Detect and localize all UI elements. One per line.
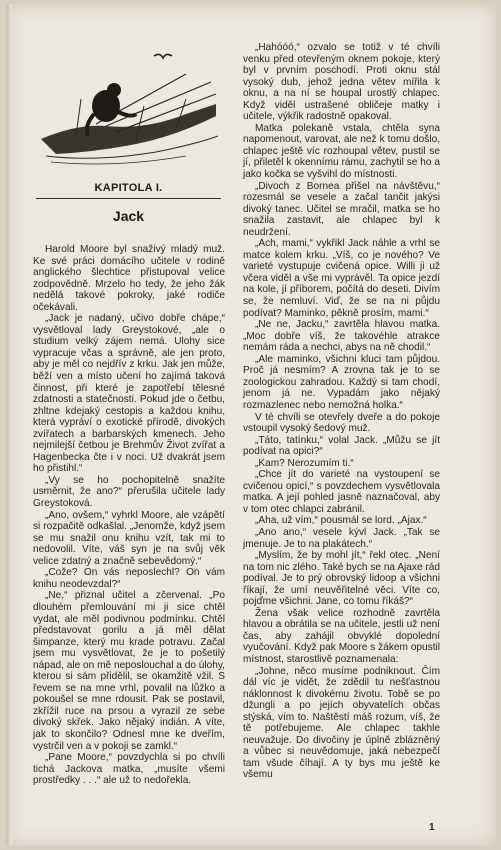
- paragraph: Matka polekaně vstala, chtěla syna napomenout, varovat, ale než k tomu došlo, chlapec ještě víc rozhoupal větev, pustil se jí, přiletěl k okennímu rámu, zachytil se ho a jako kočka se vyšvihl do místnosti.: [243, 122, 440, 181]
- paragraph: Harold Moore byl snaživý mladý muž. Ke své práci domácího učitele v rodině anglického šlechtice přistupoval velice zodpovědně. Mrzelo ho tedy, že jeho žák nedělá takové pokroky, jaké rodiče očekávali.: [33, 244, 225, 313]
- paragraph: „Táto, tatínku,“ volal Jack. „Můžu se jít podívat na opici?“: [243, 434, 440, 458]
- book-page: [6, 4, 496, 846]
- paragraph: „Ne ne, Jacku,“ zavrtěla hlavou matka. „Moc dobře víš, že takovéhle atrakce nemám ráda a nechci, abys na ně chodil.“: [243, 319, 440, 354]
- paragraph: „Kam? Nerozumím ti.“: [255, 457, 354, 469]
- paragraph: „Hahóóó,“ ozvalo se totiž v té chvíli venku před otevřeným oknem pokoje, který byl v prvním poschodí. Proti oknu stál vysoký dub, jehož jedna větev mířila k oknu, a na ní se houpal urostlý chlapec. Když viděl ustrašené obličeje matky i učitele, výkřik radostně opakoval.: [243, 42, 440, 123]
- chapter-rule: [36, 198, 221, 199]
- paragraph: „Ano ano,“ vesele kývl Jack. „Tak se jmenuje. Je to na plakátech.“: [243, 526, 440, 550]
- paragraph: „Jack je nadaný, učivo dobře chápe,“ vysvětloval lady Greystokové, „ale o studium velký zájem nemá. Ulohy sice vypracuje včas a správně, ale jen proto, aby je měl co nejdřív z krku. Jak jen může, běží ven a místo učení ho zajímá taková činnost, při které je zapotřebí tělesné zdatnosti a statečnosti. Pokud jde o četbu, zhltne kdejaký cestopis a každou knihu, která vypráví o exotické přírodě, divokých zvířatech a barbarských kmenech. Jeho nejmilejší četbou je Brehmův Život zvířat a Hagenbecka čte i v noci. Už dvakrát jsem ho přistihl.“: [33, 313, 225, 475]
- paragraph: „Divoch z Bornea přišel na návštěvu,“ rozesmál se vesele a začal tančit jakýsi divoký tanec. Učitel se mračil, matka se ho snažila zastavit, ale chlapec byl k neudržení.: [243, 180, 440, 238]
- paragraph: „Ano, ovšem,“ vyhrkl Moore, ale vzápětí si rozpačitě odkašlal. „Jenomže, když jsem se mu snažil onu knihu vzít, tak mi to nedovolil. Víte, váš syn je na svůj věk velice zdatný a značně sebevědomý.“: [33, 509, 225, 567]
- paragraph: „Ne,“ přiznal učitel a zčervenal. „Po dlouhém přemlouvání mi ji sice chtěl vydat, ale měl podivnou podmínku. Chtěl představovat gorilu a já měl dělat šimpanze, který mu krade potravu. Začal jsem mu vysvětlovat, že je to pošetilý nápad, ale on mě neposlouchal a do úlohy, kterou si sám přidělil, se okamžitě vžil. S řevem se na mne vrhl, povalil na lůžko a pokoušel se mne rdousit. Pak se postavil, zkřížil ruce na prsou a vyrazil ze sebe divoký skřek. Jako nějaký indián. A víte, jak to skončilo? Odnesl mne ke dveřím, vystrčil ven a v pokoji se zamkl.“: [33, 590, 225, 752]
- paragraph: „Ale maminko, všichni kluci tam půjdou. Proč já nesmím? A zrovna tak je to se zoologickou zahradou. Každý si tam chodí, jenom já ne. Vypadám jako nějaký rozmazlenec nebo nemožná holka.“: [243, 353, 440, 411]
- paragraph: „Johne, něco musíme podniknout. Čím dál víc je vidět, že zdědil tu nešťastnou náklonnost k divokému životu. Tobě se po džungli a po jejích obyvatelích občas stýská, vím to. Naštěstí máš rozum, víš, že tě potřebujeme. Ale chlapec takhle neuvažuje. Do divočiny je úplně zblázněný a vůbec si neuvědomuje, jaká nebezpečí tam všude číhají. A ty bys mu ještě ke všemu: [243, 665, 440, 781]
- paragraph: „Chce jít do varieté na vystoupení se cvičenou opicí,“ s povzdechem vysvětlovala matka. A její pohled jasně naznačoval, aby v tom otec chlapci zabránil.: [243, 469, 440, 515]
- right-column-text: [243, 42, 440, 781]
- paragraph: „Cože? On vás neposlechl? On vám knihu neodevzdal?“: [33, 567, 225, 590]
- chapter-title: Jack: [112, 208, 145, 224]
- paragraph: „Myslím, že by mohl jít,“ řekl otec. „Není na tom nic zlého. Také bych se na Ajaxe rád podíval. Je to prý obrovský lidoop a všichni říkají, že umí neuvěřitelné věci. Víte co, pojďme všichni. Jane, co tomu říkáš?“: [243, 550, 440, 608]
- chapter-heading: KAPITOLA I.: [94, 182, 163, 194]
- paragraph: „Vy se ho pochopitelně snažíte usměrnit, že ano?“ přerušila učitele lady Greystoková.: [33, 474, 225, 510]
- paragraph: „Pane Moore,“ povzdychla si po chvíli tichá Jackova matka, „musíte všemi prostředky . . .“ ale už to nedořekla.: [33, 752, 225, 787]
- page-number: 1: [429, 822, 435, 833]
- left-column-text: [33, 244, 225, 787]
- paragraph: V té chvíli se otevřely dveře a do pokoje vstoupil vysoký šedový muž.: [243, 411, 440, 435]
- paragraph: Žena však velice rozhodně zavrtěla hlavou a obrátila se na učitele, jestli už není čas, aby zahájil obvyklé dopolední vyučování. Když pak Moore s žákem opustil místnost, starostlivě poznamenala:: [243, 607, 440, 665]
- illustration-ape-on-ship: [36, 44, 221, 169]
- paragraph: „Aha, už vím,“ pousmál se lord. „Ajax.“: [255, 515, 427, 527]
- paragraph: „Ach, mami,“ vykřikl Jack náhle a vrhl se matce kolem krku. „Víš, co je nového? Ve varieté vystupuje cvičená opice. Willi ji už včera viděl a vše mi vyprávěl. Ta opice jezdí na kole, jí příborem, počítá do deseti. Divím se, že nemluví. Viď, že se na ni půjdu podívat? Maminko, pěkně prosím, mami.“: [243, 238, 440, 319]
